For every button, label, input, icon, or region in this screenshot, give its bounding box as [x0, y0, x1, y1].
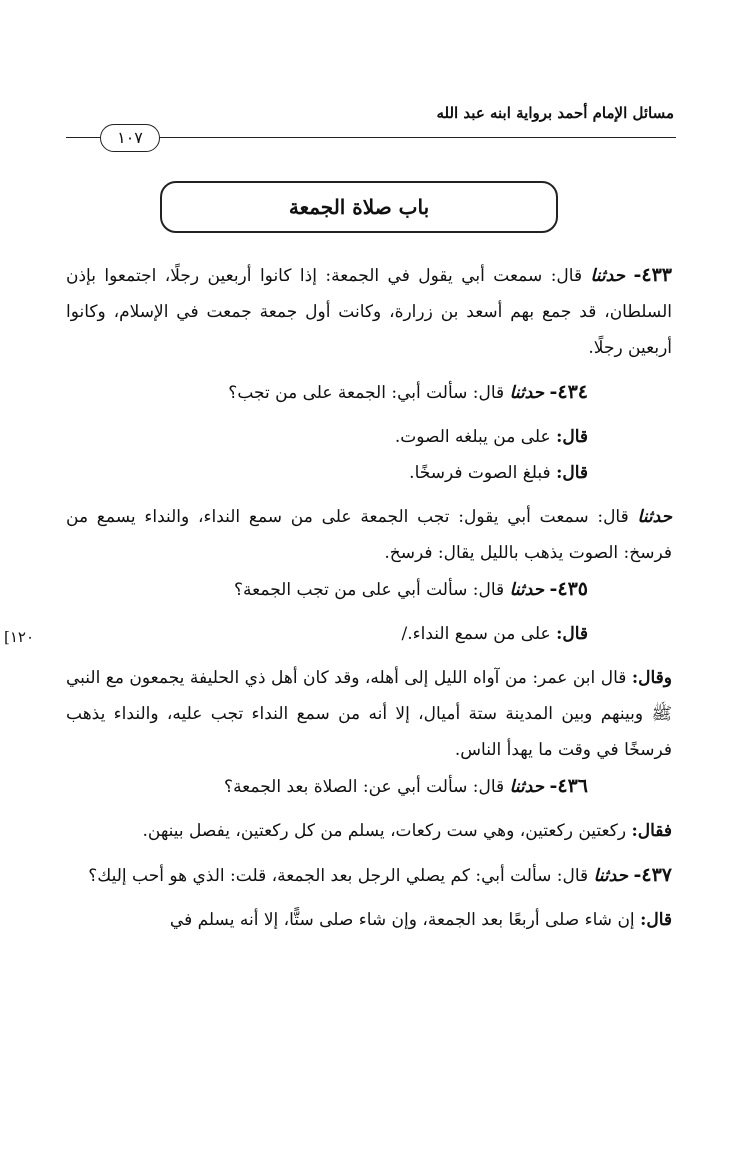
paragraph-text: قال: سمعت أبي يقول في الجمعة: إذا كانوا أربعين رجلًا، اجتمعوا بإذن السلطان، قد جمع بهم أسعد بن زرارة، وكانت أول جمعة جمعت في الإسلام، وكانوا أربعين رجلًا.	[66, 266, 672, 358]
paragraph-text: ركعتين ركعتين، وهي ست ركعات، يسلم من كل ركعتين، يفصل بينهن.	[142, 821, 632, 841]
paragraph-436	[66, 768, 672, 805]
paragraph-434	[66, 374, 672, 411]
hadith-number: ٤٣٧-	[633, 864, 672, 886]
paragraph-437	[66, 857, 672, 894]
narration-label: حدثنا	[593, 866, 629, 886]
paragraph-text: قال: سألت أبي: الجمعة على من تجب؟	[228, 383, 510, 403]
hadith-number: ٤٣٣-	[633, 264, 672, 286]
narration-label: حدثنا	[637, 507, 672, 527]
page-number: ١٠٧	[100, 124, 160, 152]
paragraph-text: إن شاء صلى أربعًا بعد الجمعة، وإن شاء صلى ستًّا، إلا أنه يسلم في	[169, 910, 641, 930]
paragraph-text: قال: سألت أبي: كم يصلي الرجل بعد الجمعة، قلت: الذي هو أحب إليك؟	[88, 866, 594, 886]
paragraph-433	[66, 257, 672, 366]
body-text	[66, 249, 672, 938]
paragraph-text: قال: سمعت أبي يقول: تجب الجمعة على من سمع النداء، والنداء يسمع من فرسخ: الصوت يذهب بالليل يقال: فرسخ.	[66, 507, 672, 563]
hadith-number: ٤٣٦-	[549, 775, 588, 797]
answer-label: فقال:	[631, 821, 672, 841]
answer-label: قال:	[556, 427, 588, 447]
paragraph-answer	[66, 902, 672, 938]
paragraph-text: على من يبلغه الصوت.	[394, 427, 557, 447]
running-header: مسائل الإمام أحمد برواية ابنه عبد الله	[436, 104, 674, 122]
paragraph-text: قال ابن عمر: من آواه الليل إلى أهله، وقد كان أهل ذي الحليفة يجمعون مع النبي ﷺ وبينهم وبين المدينة ستة أميال، إلا أنه من سمع النداء تجب عليه، والنداء يذهب فرسخًا في وقت ما يهدأ الناس.	[66, 668, 672, 760]
paragraph-435	[66, 571, 672, 608]
answer-label: قال:	[556, 463, 588, 483]
hadith-number: ٤٣٥-	[549, 578, 588, 600]
paragraph-answer	[66, 616, 672, 652]
answer-label: قال:	[556, 624, 588, 644]
paragraph-answer	[66, 813, 672, 849]
narration-label: حدثنا	[509, 777, 545, 797]
answer-label: قال:	[640, 910, 672, 930]
paragraph-answer	[66, 419, 672, 455]
paragraph-narration	[66, 660, 672, 768]
paragraph-narration	[66, 499, 672, 571]
paragraph-text: قال: سألت أبي عن: الصلاة بعد الجمعة؟	[224, 777, 510, 797]
narration-label: حدثنا	[509, 580, 545, 600]
paragraph-text: على من سمع النداء./	[401, 624, 557, 644]
paragraph-answer	[66, 455, 672, 491]
margin-page-reference: [١٢٠	[4, 628, 35, 646]
chapter-title: باب صلاة الجمعة	[160, 181, 558, 233]
narration-label: حدثنا	[590, 266, 626, 286]
answer-label: وقال:	[631, 668, 672, 688]
paragraph-text: فبلغ الصوت فرسخًا.	[409, 463, 557, 483]
narration-label: حدثنا	[509, 383, 545, 403]
hadith-number: ٤٣٤-	[549, 381, 588, 403]
paragraph-text: قال: سألت أبي على من تجب الجمعة؟	[234, 580, 510, 600]
